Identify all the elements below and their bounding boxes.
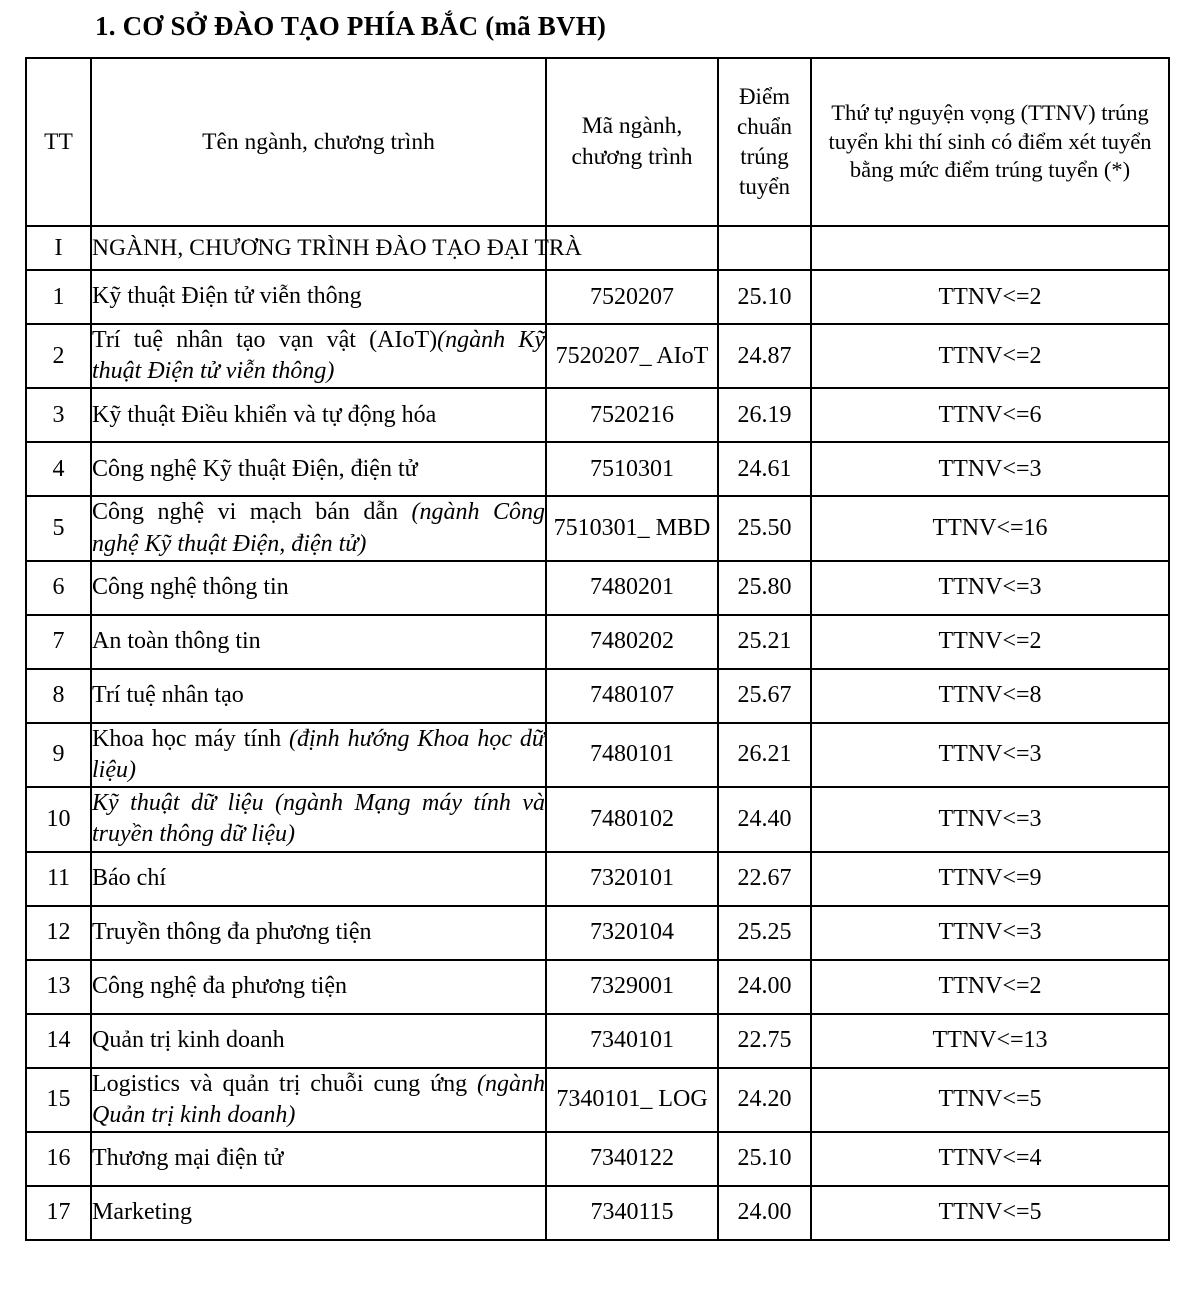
program-name-note: (ngành Công nghệ Kỹ thuật Điện, điện tử): [92, 499, 545, 557]
cell-tt: 15: [26, 1068, 91, 1132]
cell-program-name: Kỹ thuật Điện tử viễn thông: [91, 270, 546, 324]
admission-score-table: [25, 57, 1170, 1241]
cell-tt: 14: [26, 1014, 91, 1068]
section-header-row: [26, 226, 1169, 270]
table-row: [26, 1186, 1169, 1240]
cell-program-name: An toàn thông tin: [91, 615, 546, 669]
cell-ttnv: TTNV<=2: [811, 270, 1169, 324]
cell-program-name: Báo chí: [91, 852, 546, 906]
program-name-note: (ngành Kỹ thuật Điện tử viễn thông): [92, 327, 545, 385]
cell-benchmark-score: 24.20: [718, 1068, 811, 1132]
table-row: [26, 442, 1169, 496]
cell-tt: 13: [26, 960, 91, 1014]
cell-program-code: 7480101: [546, 723, 718, 787]
table-header: [26, 58, 1169, 226]
cell-program-code: 7340115: [546, 1186, 718, 1240]
cell-program-name: Công nghệ vi mạch bán dẫn (ngành Công nghệ Kỹ thuật Điện, điện tử): [91, 496, 546, 560]
table-row: [26, 852, 1169, 906]
cell-ttnv: TTNV<=5: [811, 1186, 1169, 1240]
cell-tt: 3: [26, 388, 91, 442]
cell-program-code: 7480107: [546, 669, 718, 723]
cell-tt: 4: [26, 442, 91, 496]
cell-tt: 12: [26, 906, 91, 960]
cell-benchmark-score: 22.67: [718, 852, 811, 906]
cell-benchmark-score: 26.19: [718, 388, 811, 442]
cell-ttnv: TTNV<=6: [811, 388, 1169, 442]
cell-program-name: Quản trị kinh doanh: [91, 1014, 546, 1068]
cell-program-code: 7520216: [546, 388, 718, 442]
cell-benchmark-score: 25.80: [718, 561, 811, 615]
table-row: [26, 787, 1169, 851]
cell-program-name: Kỹ thuật Điều khiển và tự động hóa: [91, 388, 546, 442]
cell-tt: 17: [26, 1186, 91, 1240]
cell-program-code: 7480202: [546, 615, 718, 669]
cell-ttnv: TTNV<=2: [811, 324, 1169, 388]
cell-ttnv: TTNV<=8: [811, 669, 1169, 723]
cell-program-name: Thương mại điện tử: [91, 1132, 546, 1186]
cell-tt: 10: [26, 787, 91, 851]
cell-program-name: Trí tuệ nhân tạo vạn vật (AIoT)(ngành Kỹ thuật Điện tử viễn thông): [91, 324, 546, 388]
cell-program-code: 7520207: [546, 270, 718, 324]
cell-ttnv: TTNV<=3: [811, 787, 1169, 851]
cell-ttnv: TTNV<=3: [811, 442, 1169, 496]
cell-program-code: 7320104: [546, 906, 718, 960]
cell-program-name: Công nghệ đa phương tiện: [91, 960, 546, 1014]
cell-benchmark-score: 25.25: [718, 906, 811, 960]
cell-benchmark-score: 25.10: [718, 270, 811, 324]
table-row: [26, 561, 1169, 615]
column-header-ttnv: Thứ tự nguyện vọng (TTNV) trúng tuyển khi thí sinh có điểm xét tuyển bằng mức điểm trúng tuyển (*): [811, 58, 1169, 226]
section-score-cell: [718, 226, 811, 270]
cell-tt: 6: [26, 561, 91, 615]
cell-benchmark-score: 26.21: [718, 723, 811, 787]
table-row: [26, 270, 1169, 324]
cell-tt: 7: [26, 615, 91, 669]
cell-program-name: Công nghệ Kỹ thuật Điện, điện tử: [91, 442, 546, 496]
cell-program-name: Truyền thông đa phương tiện: [91, 906, 546, 960]
cell-program-code: 7480201: [546, 561, 718, 615]
table-row: [26, 388, 1169, 442]
cell-program-code: 7510301_ MBD: [546, 496, 718, 560]
cell-ttnv: TTNV<=13: [811, 1014, 1169, 1068]
program-name-note: (ngành Quản trị kinh doanh): [92, 1070, 545, 1128]
table-body: [26, 226, 1169, 1240]
cell-program-code: 7340122: [546, 1132, 718, 1186]
cell-program-code: 7320101: [546, 852, 718, 906]
cell-tt: 5: [26, 496, 91, 560]
table-row: [26, 496, 1169, 560]
cell-program-name: Logistics và quản trị chuỗi cung ứng (ngành Quản trị kinh doanh): [91, 1068, 546, 1132]
column-header-program-name: Tên ngành, chương trình: [91, 58, 546, 226]
cell-ttnv: TTNV<=2: [811, 960, 1169, 1014]
cell-tt: 2: [26, 324, 91, 388]
table-row: [26, 615, 1169, 669]
table-row: [26, 1014, 1169, 1068]
column-header-benchmark-score: Điểm chuẩn trúng tuyển: [718, 58, 811, 226]
cell-ttnv: TTNV<=2: [811, 615, 1169, 669]
cell-tt: 16: [26, 1132, 91, 1186]
cell-tt: 8: [26, 669, 91, 723]
cell-benchmark-score: 25.10: [718, 1132, 811, 1186]
cell-benchmark-score: 24.00: [718, 960, 811, 1014]
column-header-program-code: Mã ngành, chương trình: [546, 58, 718, 226]
cell-benchmark-score: 24.00: [718, 1186, 811, 1240]
table-row: [26, 1132, 1169, 1186]
cell-tt: 9: [26, 723, 91, 787]
cell-program-code: 7340101_ LOG: [546, 1068, 718, 1132]
section-label: NGÀNH, CHƯƠNG TRÌNH ĐÀO TẠO ĐẠI TRÀ: [91, 226, 546, 270]
cell-program-name: Marketing: [91, 1186, 546, 1240]
page-title: 1. CƠ SỞ ĐÀO TẠO PHÍA BẮC (mã BVH): [95, 11, 607, 41]
cell-program-name: Kỹ thuật dữ liệu (ngành Mạng máy tính và truyền thông dữ liệu): [91, 787, 546, 851]
column-header-tt: TT: [26, 58, 91, 226]
table-row: [26, 324, 1169, 388]
cell-benchmark-score: 25.21: [718, 615, 811, 669]
header-row: [26, 58, 1169, 226]
cell-ttnv: TTNV<=5: [811, 1068, 1169, 1132]
cell-program-code: 7520207_ AIoT: [546, 324, 718, 388]
cell-program-code: 7480102: [546, 787, 718, 851]
cell-tt: 1: [26, 270, 91, 324]
cell-ttnv: TTNV<=4: [811, 1132, 1169, 1186]
section-number: I: [26, 226, 91, 270]
cell-ttnv: TTNV<=9: [811, 852, 1169, 906]
cell-ttnv: TTNV<=16: [811, 496, 1169, 560]
cell-benchmark-score: 22.75: [718, 1014, 811, 1068]
program-name-note: (định hướng Khoa học dữ liệu): [92, 725, 546, 783]
cell-benchmark-score: 25.67: [718, 669, 811, 723]
cell-program-name: Công nghệ thông tin: [91, 561, 546, 615]
table-row: [26, 906, 1169, 960]
table-row: [26, 1068, 1169, 1132]
cell-benchmark-score: 24.87: [718, 324, 811, 388]
cell-program-code: 7329001: [546, 960, 718, 1014]
cell-ttnv: TTNV<=3: [811, 561, 1169, 615]
cell-program-name: Trí tuệ nhân tạo: [91, 669, 546, 723]
cell-tt: 11: [26, 852, 91, 906]
section-ttnv-cell: [811, 226, 1169, 270]
cell-program-name: Khoa học máy tính (định hướng Khoa học dữ liệu): [91, 723, 546, 787]
table-row: [26, 960, 1169, 1014]
cell-program-code: 7340101: [546, 1014, 718, 1068]
table-row: [26, 723, 1169, 787]
cell-benchmark-score: 25.50: [718, 496, 811, 560]
cell-benchmark-score: 24.40: [718, 787, 811, 851]
cell-benchmark-score: 24.61: [718, 442, 811, 496]
cell-ttnv: TTNV<=3: [811, 723, 1169, 787]
cell-program-code: 7510301: [546, 442, 718, 496]
table-row: [26, 669, 1169, 723]
cell-ttnv: TTNV<=3: [811, 906, 1169, 960]
